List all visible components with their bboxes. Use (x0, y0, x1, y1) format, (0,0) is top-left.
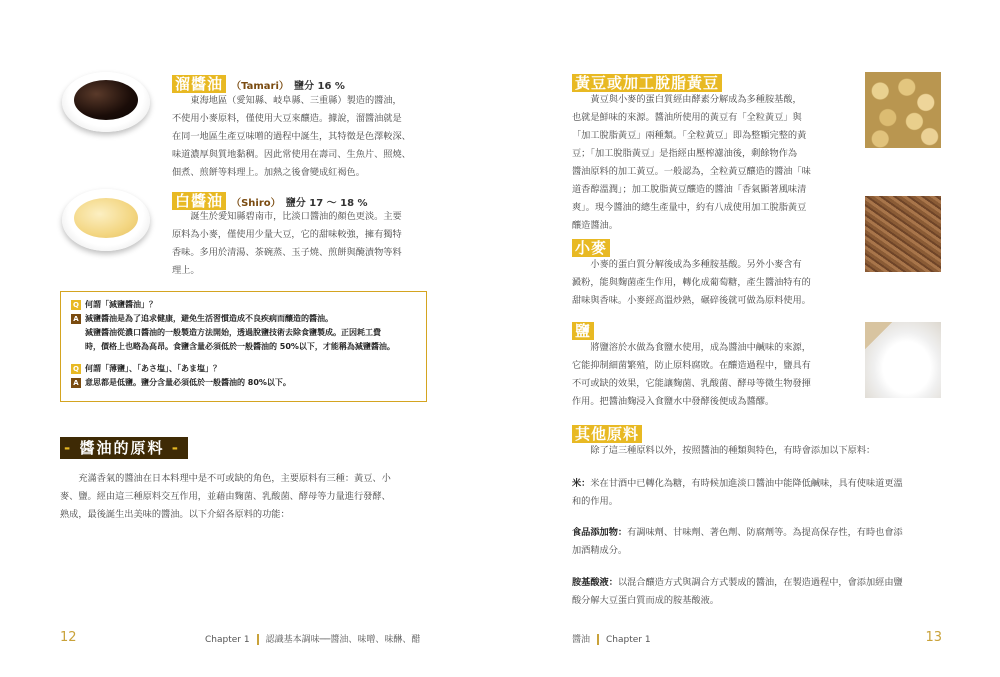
salt-description (572, 339, 852, 411)
wheat-heading (572, 237, 610, 258)
text-line: 小麥的蛋白質分解後成為多種胺基酸。另外小麥含有 (590, 259, 802, 270)
answer-text: 意思都是低鹽。鹽分含量必須低於一般醬油的 80%以下。 (85, 378, 291, 387)
item-term: 食品添加物： (572, 527, 628, 538)
text-line: 將鹽溶於水做為食鹽水使用，成為醬油中鹹味的來源， (590, 342, 811, 353)
wheat-description (572, 256, 852, 310)
banner-dash: - (171, 439, 180, 457)
text-line: 爽」。現今醬油的總生產量中，約有八成使用加工脫脂黃豆 (572, 202, 807, 213)
text-line: 理上。 (172, 265, 200, 276)
soy-name: 黃豆或加工脫脂黃豆 (572, 74, 722, 92)
chapter-title: 認識基本調味──醬油、味噌、味醂、醋 (265, 635, 421, 645)
tamari-salt: 鹽分 16 % (294, 81, 345, 92)
soy-description (572, 91, 852, 235)
text-line: 酸分解大豆蛋白質而成的胺基酸液。 (572, 595, 719, 606)
soybeans-photo (865, 72, 941, 148)
item-term: 胺基酸液： (572, 577, 618, 588)
text-line: 米在甘酒中已轉化為糖，有時候加進淡口醬油中能降低鹹味，具有使味道更溫 (590, 478, 903, 489)
q-tag: Q (71, 300, 81, 310)
question-2 (71, 362, 416, 376)
tamari-heading (172, 73, 345, 94)
text-line: 東海地區（愛知縣、岐阜縣、三重縣）製造的醬油， (190, 95, 402, 106)
answer-text: 減鹽醬油是為了追求健康，避免生活習慣造成不良疾病而釀造的醬油。 (85, 314, 333, 323)
qa-box (60, 291, 427, 402)
left-footer (60, 630, 440, 645)
answer-text: 減鹽醬油從濃口醬油的一般製造方法開始，透過脫鹽技術去除食鹽製成。正因耗工費 (85, 328, 381, 337)
text-line: 也就是鮮味的來源。醬油所使用的黃豆有「全粒黃豆」與 (572, 112, 802, 123)
salt-box-photo (865, 322, 941, 398)
answer-2 (71, 376, 416, 390)
other-item-amino-acid (572, 574, 947, 610)
tamari-romaji: （Tamari） (231, 81, 289, 92)
shiro-romaji: （Shiro） (231, 198, 281, 209)
page-number: 13 (925, 630, 942, 645)
text-line: 除了這三種原料以外，按照醬油的種類與特色，有時會添加以下原料： (590, 445, 876, 456)
tamari-name: 溜醬油 (172, 75, 226, 93)
other-item-additives (572, 524, 947, 560)
shiro-name: 白醬油 (172, 192, 226, 210)
other-name: 其他原料 (572, 425, 642, 443)
text-line: 道香醇溫潤」；加工脫脂黃豆釀造的醬油「香氣顯著風味清 (572, 184, 807, 195)
shiro-soy-sauce-dish-image (62, 189, 150, 251)
text-line: 作用。把醬油麴浸入食鹽水中發酵後便成為醬醪。 (572, 396, 775, 407)
page-number: 12 (60, 630, 77, 645)
answer-text: 時，價格上也略為高昂。食鹽含量必須低於一般醬油的 50%以下，才能稱為減鹽醬油。 (85, 342, 395, 351)
divider (257, 634, 259, 645)
item-term: 米： (572, 478, 591, 489)
a-tag: A (71, 314, 81, 324)
other-item-rice (572, 475, 947, 511)
section-title-banner (60, 437, 188, 459)
a-tag: A (71, 378, 81, 388)
text-line: 充滿香氣的醬油在日本料理中是不可或缺的角色，主要原料有三種：黃豆、小 (78, 473, 391, 484)
question-1 (71, 298, 416, 312)
text-line: 「加工脫脂黃豆」兩種類。「全粒黃豆」即為整顆完整的黃 (572, 130, 807, 141)
text-line: 甜味與香味。小麥經高溫炒熟，碾碎後就可做為原料使用。 (572, 295, 811, 306)
text-line: 麥、鹽。經由這三種原料交互作用，並藉由麴菌、乳酸菌、酵母等力量進行發酵、 (60, 491, 391, 502)
text-line: 澱粉，能與麴菌產生作用，轉化成葡萄糖，產生醬油特有的 (572, 277, 811, 288)
question-text: 何謂「薄鹽」、「あさ塩」、「あま塩」？ (85, 364, 221, 373)
text-line: 熟成，最後誕生出美味的醬油。以下介紹各原料的功能： (60, 509, 290, 520)
text-line: 加酒精成分。 (572, 545, 628, 556)
soy-heading (572, 72, 722, 93)
salt-heading (572, 320, 594, 341)
text-line: 和的作用。 (572, 496, 618, 507)
salt-name: 鹽 (572, 322, 594, 340)
text-line: 有調味劑、甘味劑、著色劑、防腐劑等。為提高保存性，有時也會添 (627, 527, 903, 538)
other-intro (572, 442, 952, 460)
text-line: 香味。多用於清湯、茶碗蒸、玉子燒、煎餅與醃漬物等料 (172, 247, 402, 258)
intro-paragraph (60, 470, 440, 524)
chapter-label: Chapter 1 (205, 635, 250, 645)
section-label: 醬油 (572, 635, 591, 645)
divider (597, 634, 599, 645)
text-line: 以混合釀造方式與調合方式製成的醬油，在製造過程中，會添加經由鹽 (617, 577, 903, 588)
text-line: 豆；「加工脫脂黃豆」是指經由壓榨濾油後，剩餘物作為 (572, 148, 798, 159)
text-line: 它能抑制細菌繁殖，防止原料腐敗。在釀造過程中，鹽具有 (572, 360, 811, 371)
text-line: 釀造醬油。 (572, 220, 618, 231)
tamari-description (172, 92, 434, 182)
shiro-description (172, 208, 434, 280)
text-line: 醬油原料的加工黃豆。一般認為，全粒黃豆釀造的醬油「味 (572, 166, 811, 177)
text-line: 誕生於愛知縣碧南市，比淡口醬油的顏色更淡。主要 (190, 211, 402, 222)
text-line: 不可或缺的效果，它能讓麴菌、乳酸菌、酵母等微生物發揮 (572, 378, 811, 389)
question-text: 何謂「減鹽醬油」？ (85, 300, 157, 309)
section-title: 醬油的原料 (79, 439, 165, 457)
text-line: 不使用小麥原料，僅使用大豆來釀造。據說，溜醬油就是 (172, 113, 402, 124)
text-line: 味道濃厚與質地黏稠。因此常使用在壽司、生魚片、照燒、 (172, 149, 411, 160)
banner-dash: - (64, 439, 73, 457)
text-line: 在同一地區生產豆味噌的過程中誕生，其特徵是色澤較深、 (172, 131, 411, 142)
wheat-name: 小麥 (572, 239, 610, 257)
wheat-grains-photo (865, 196, 941, 272)
q-tag: Q (71, 364, 81, 374)
chapter-label: Chapter 1 (606, 635, 651, 645)
tamari-soy-sauce-dish-image (62, 72, 150, 132)
text-line: 黃豆與小麥的蛋白質經由酵素分解成為多種胺基酸， (590, 94, 802, 105)
right-page (500, 0, 1000, 677)
text-line: 原料為小麥，僅使用少量大豆，它的甜味較強，擁有獨特 (172, 229, 402, 240)
shiro-salt: 鹽分 17 ～ 18 % (285, 198, 368, 209)
other-heading (572, 423, 642, 444)
answer-1 (71, 312, 416, 354)
text-line: 佃煮、煎餅等料理上。加熱之後會變成紅褐色。 (172, 167, 365, 178)
